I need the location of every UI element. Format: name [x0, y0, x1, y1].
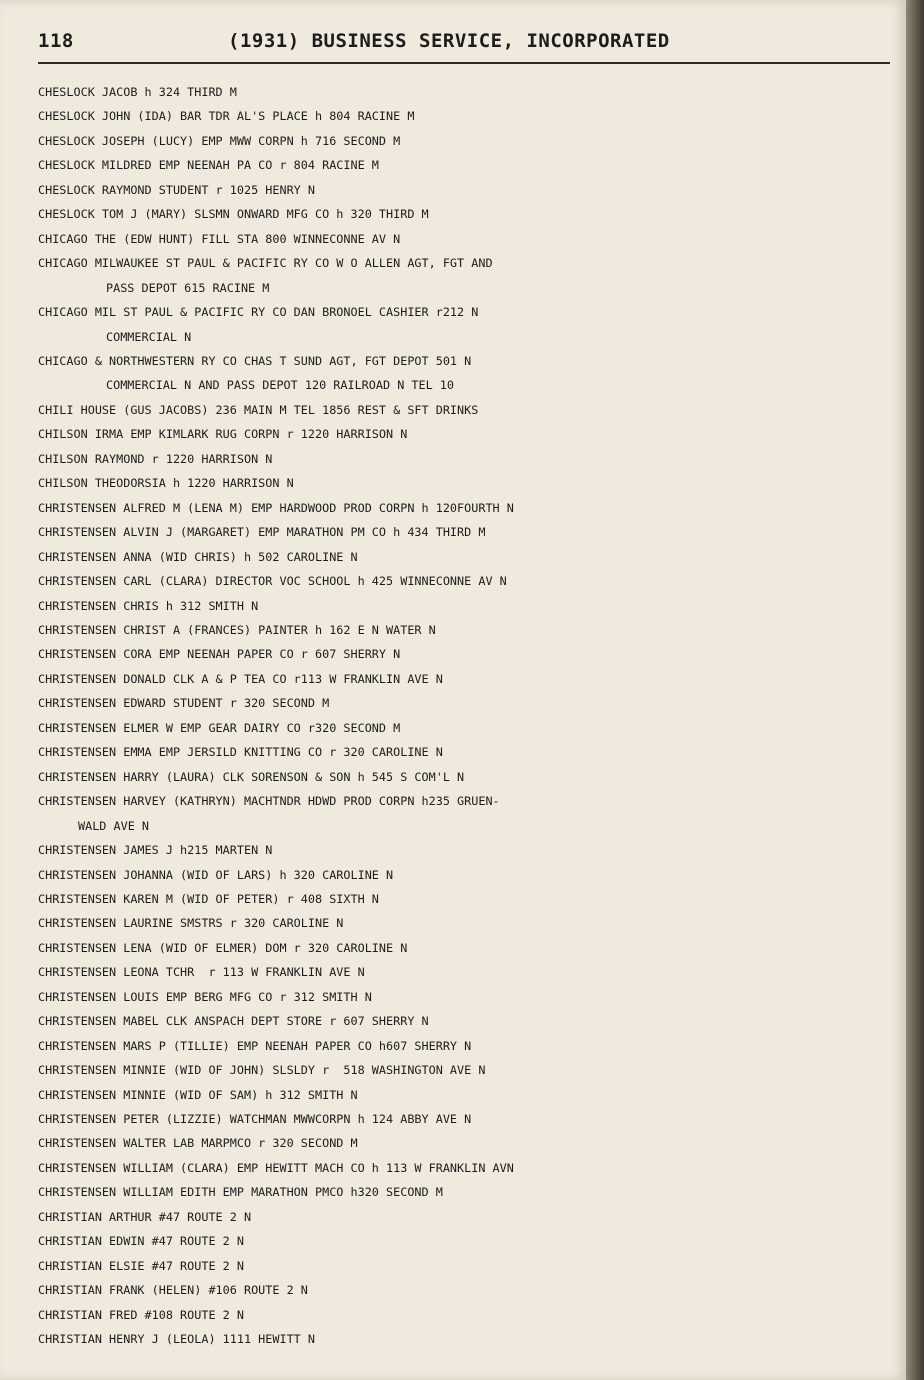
directory-entry: CHRISTENSEN CHRIST A (FRANCES) PAINTER h 162 E N WATER N: [38, 622, 436, 637]
directory-entry: CHESLOCK JOHN (IDA) BAR TDR AL'S PLACE h 804 RACINE M: [38, 109, 415, 124]
directory-entry: CHRISTENSEN LEONA TCHR r 113 W FRANKLIN AVE N: [38, 965, 365, 980]
directory-entry: CHRISTIAN EDWIN #47 ROUTE 2 N: [38, 1234, 244, 1249]
directory-entry: CHRISTENSEN EDWARD STUDENT r 320 SECOND M: [38, 696, 330, 711]
directory-entry: CHRISTENSEN HARVEY (KATHRYN) MACHTNDR HDWD PROD CORPN h235 GRUEN-: [38, 794, 500, 809]
directory-entry: CHRISTENSEN CARL (CLARA) DIRECTOR VOC SCHOOL h 425 WINNECONNE AV N: [38, 574, 507, 589]
directory-entry: CHRISTENSEN MABEL CLK ANSPACH DEPT STORE r 607 SHERRY N: [38, 1014, 429, 1029]
directory-listing: [38, 80, 896, 1352]
directory-entry: CHRISTENSEN EMMA EMP JERSILD KNITTING CO r 320 CAROLINE N: [38, 745, 443, 760]
directory-entry: CHRISTIAN ELSIE #47 ROUTE 2 N: [38, 1258, 244, 1273]
directory-entry: CHRISTENSEN WILLIAM EDITH EMP MARATHON PMCO h320 SECOND M: [38, 1185, 443, 1200]
page-number: 118: [38, 30, 74, 52]
directory-entry: CHRISTENSEN CHRIS h 312 SMITH N: [38, 598, 259, 613]
directory-entry: CHRISTENSEN JOHANNA (WID OF LARS) h 320 CAROLINE N: [38, 867, 394, 882]
directory-entry: CHILSON RAYMOND r 1220 HARRISON N: [38, 451, 273, 466]
directory-entry: CHILI HOUSE (GUS JACOBS) 236 MAIN M TEL 1856 REST & SFT DRINKS: [38, 402, 479, 417]
directory-entry: CHESLOCK TOM J (MARY) SLSMN ONWARD MFG CO h 320 THIRD M: [38, 207, 429, 222]
page-title: (1931) BUSINESS SERVICE, INCORPORATED: [228, 30, 670, 52]
directory-entry: CHRISTENSEN CORA EMP NEENAH PAPER CO r 607 SHERRY N: [38, 647, 401, 662]
directory-entry: CHRISTENSEN MINNIE (WID OF JOHN) SLSLDY r 518 WASHINGTON AVE N: [38, 1063, 486, 1078]
directory-entry-continuation: COMMERCIAL N: [106, 329, 192, 344]
directory-entry: CHRISTENSEN MARS P (TILLIE) EMP NEENAH PAPER CO h607 SHERRY N: [38, 1038, 472, 1053]
page-edge-shadow: [906, 0, 924, 1380]
directory-entry: CHILSON THEODORSIA h 1220 HARRISON N: [38, 476, 294, 491]
directory-entry-continuation: PASS DEPOT 615 RACINE M: [106, 280, 270, 295]
directory-entry: CHRISTENSEN ANNA (WID CHRIS) h 502 CAROLINE N: [38, 549, 358, 564]
directory-entry: CHRISTENSEN ELMER W EMP GEAR DAIRY CO r320 SECOND M: [38, 720, 401, 735]
directory-entry: CHRISTENSEN JAMES J h215 MARTEN N: [38, 843, 273, 858]
directory-entry: CHRISTENSEN DONALD CLK A & P TEA CO r113 W FRANKLIN AVE N: [38, 671, 443, 686]
directory-entry: CHRISTENSEN WALTER LAB MARPMCO r 320 SECOND M: [38, 1136, 358, 1151]
directory-entry: CHESLOCK MILDRED EMP NEENAH PA CO r 804 RACINE M: [38, 158, 379, 173]
directory-entry: CHESLOCK JOSEPH (LUCY) EMP MWW CORPN h 716 SECOND M: [38, 133, 401, 148]
page-header: [38, 30, 878, 54]
directory-entry: CHRISTIAN HENRY J (LEOLA) 1111 HEWITT N: [38, 1332, 315, 1347]
directory-entry: CHICAGO & NORTHWESTERN RY CO CHAS T SUND AGT, FGT DEPOT 501 N: [38, 353, 472, 368]
directory-entry: CHRISTENSEN WILLIAM (CLARA) EMP HEWITT MACH CO h 113 W FRANKLIN AVN: [38, 1160, 514, 1175]
directory-entry: CHRISTENSEN LOUIS EMP BERG MFG CO r 312 SMITH N: [38, 989, 372, 1004]
directory-entry: CHRISTENSEN MINNIE (WID OF SAM) h 312 SMITH N: [38, 1087, 358, 1102]
directory-entry: CHICAGO MILWAUKEE ST PAUL & PACIFIC RY CO W O ALLEN AGT, FGT AND: [38, 256, 493, 271]
directory-entry-continuation: WALD AVE N: [78, 818, 150, 833]
directory-entry: CHESLOCK JACOB h 324 THIRD M: [38, 85, 237, 99]
directory-entry: CHRISTENSEN HARRY (LAURA) CLK SORENSON & SON h 545 S COM'L N: [38, 769, 465, 784]
directory-entry: CHRISTENSEN LENA (WID OF ELMER) DOM r 320 CAROLINE N: [38, 940, 408, 955]
directory-entry: CHRISTENSEN ALFRED M (LENA M) EMP HARDWOOD PROD CORPN h 120FOURTH N: [38, 500, 514, 515]
directory-entry: CHRISTIAN FRED #108 ROUTE 2 N: [38, 1307, 244, 1322]
directory-entry: CHRISTENSEN PETER (LIZZIE) WATCHMAN MWWCORPN h 124 ABBY AVE N: [38, 1112, 472, 1127]
directory-entry: CHICAGO MIL ST PAUL & PACIFIC RY CO DAN BRONOEL CASHIER r212 N: [38, 305, 479, 320]
directory-entry: CHESLOCK RAYMOND STUDENT r 1025 HENRY N: [38, 182, 315, 197]
directory-entry: CHICAGO THE (EDW HUNT) FILL STA 800 WINNECONNE AV N: [38, 231, 401, 246]
directory-entry-continuation: COMMERCIAL N AND PASS DEPOT 120 RAILROAD N TEL 10: [106, 378, 455, 393]
directory-entry: CHRISTENSEN KAREN M (WID OF PETER) r 408 SIXTH N: [38, 891, 379, 906]
directory-entry: CHILSON IRMA EMP KIMLARK RUG CORPN r 1220 HARRISON N: [38, 427, 408, 442]
directory-entry: CHRISTIAN FRANK (HELEN) #106 ROUTE 2 N: [38, 1283, 308, 1298]
header-divider: [38, 62, 890, 64]
directory-entry: CHRISTIAN ARTHUR #47 ROUTE 2 N: [38, 1209, 252, 1224]
directory-entry: CHRISTENSEN LAURINE SMSTRS r 320 CAROLINE N: [38, 916, 344, 931]
directory-entry: CHRISTENSEN ALVIN J (MARGARET) EMP MARATHON PM CO h 434 THIRD M: [38, 525, 486, 540]
